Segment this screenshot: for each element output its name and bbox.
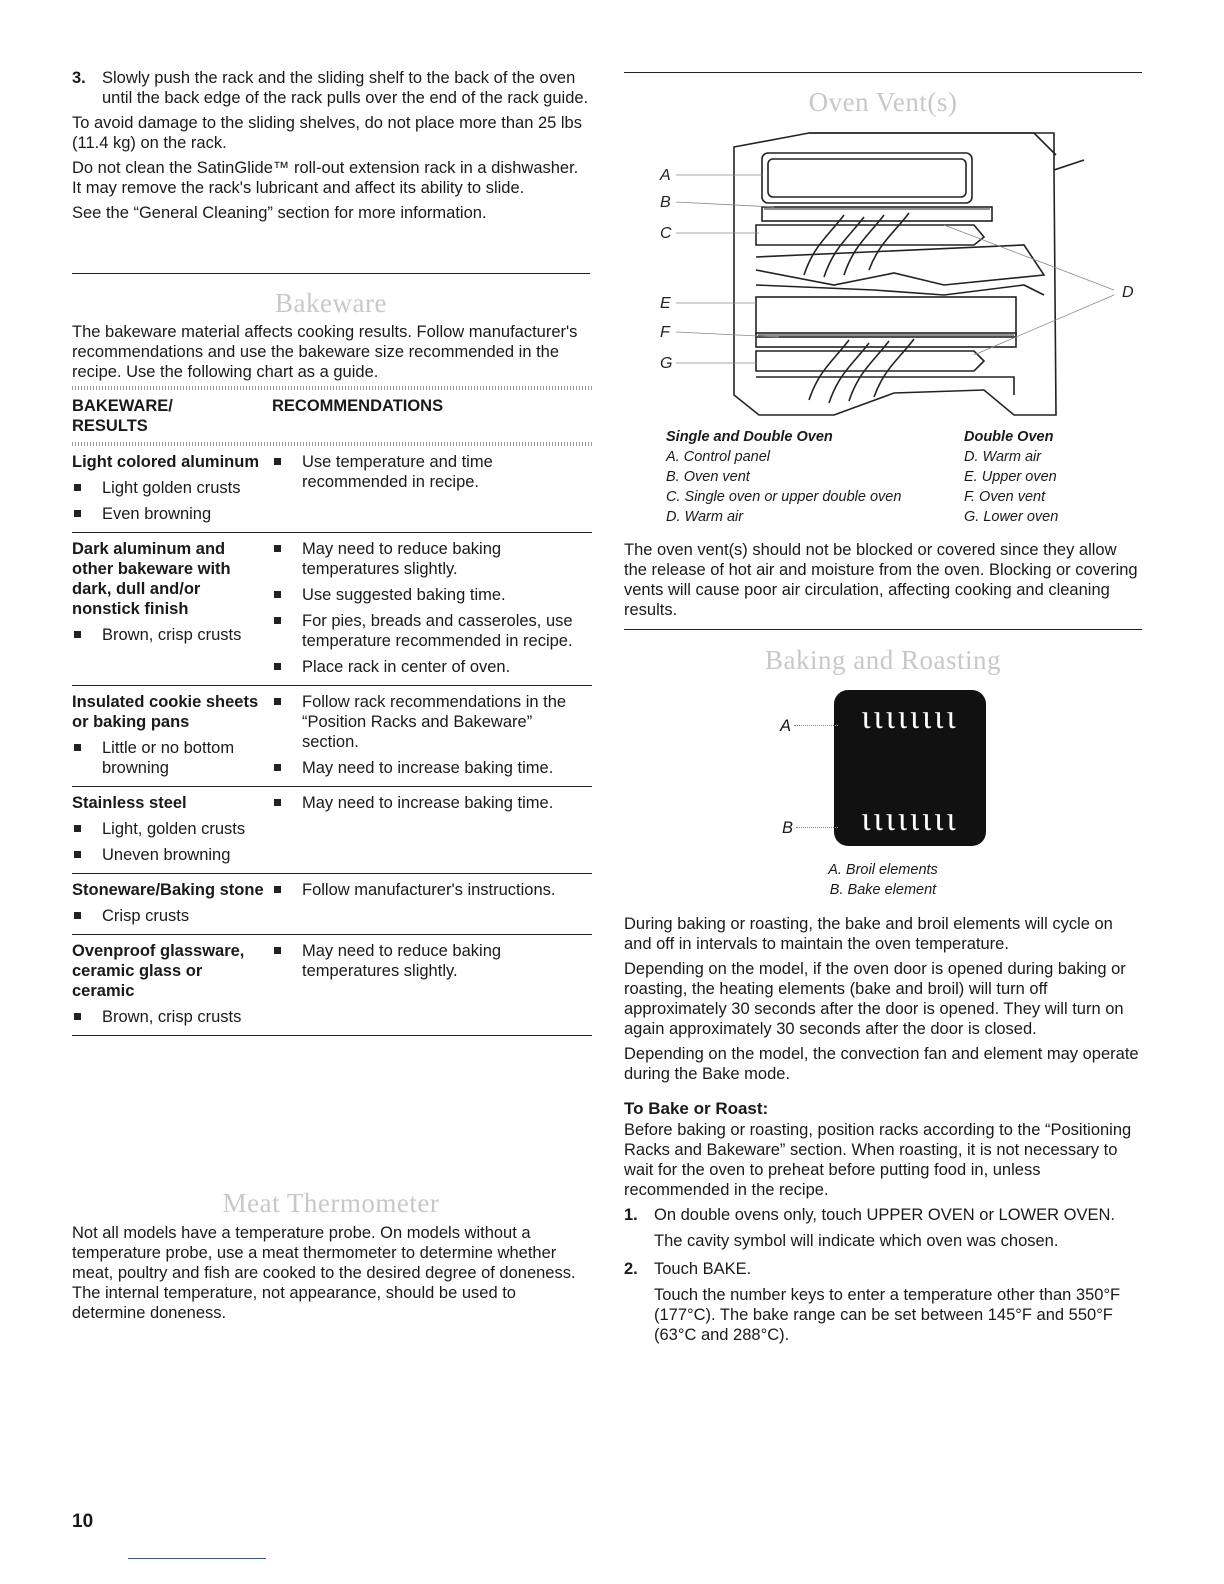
bakeware-intro: The bakeware material affects cooking results. Follow manufacturer's recommendations and use the bakeware size recommended in the recipe. Use the following chart as a guide. (72, 323, 578, 381)
recommendation-item: Follow manufacturer's instructions. (272, 880, 592, 900)
paragraph: During baking or roasting, the bake and broil elements will cycle on and off in intervals to maintain the oven temperature. (624, 915, 1113, 953)
table-header-bakeware: BAKEWARE/ RESULTS (72, 397, 173, 435)
paragraph: See the “General Cleaning” section for more information. (72, 204, 487, 222)
result-item: Uneven browning (72, 845, 264, 865)
caption-item: G. Lower oven (964, 509, 1059, 525)
bakeware-name: Insulated cookie sheets or baking pans (72, 693, 259, 731)
recommendation-item: Use temperature and time recommended in recipe. (272, 452, 592, 492)
paragraph: Depending on the model, if the oven door is opened during baking or roasting, the heating elements (bake and broil) will turn off approximately 30 seconds after the door is opened. They will turn on again approximately 30 seconds after the door is closed. (624, 960, 1126, 1038)
step-text: On double ovens only, touch UPPER OVEN or LOWER OVEN. (654, 1206, 1115, 1224)
label-g: G (660, 355, 673, 372)
paragraph: Before baking or roasting, position racks according to the “Positioning Racks and Bakeware” section. When roasting, it is not necessary to wait for the oven to preheat before putting food in, unless recommended in the recipe. (624, 1121, 1132, 1199)
caption-item: F. Oven vent (964, 489, 1046, 505)
label-a: A (660, 167, 671, 184)
caption-double (964, 427, 1134, 527)
table-row (72, 533, 592, 686)
table-row (72, 787, 592, 874)
recommendation-item: May need to reduce baking temperatures slightly. (272, 539, 592, 579)
recommendation-item: May need to increase baking time. (272, 758, 592, 778)
step-2 (624, 1259, 1142, 1345)
result-item: Brown, crisp crusts (72, 625, 264, 645)
section-divider (624, 629, 1142, 630)
bakeware-name: Stainless steel (72, 794, 187, 812)
label-a: A (780, 717, 792, 735)
recommendation-item: For pies, breads and casseroles, use temperature recommended in recipe. (272, 611, 592, 651)
label-e: E (660, 295, 671, 312)
table-row (72, 874, 592, 935)
result-item: Brown, crisp crusts (72, 1007, 264, 1027)
caption-item: A. Broil elements (828, 862, 938, 878)
result-item: Light golden crusts (72, 478, 264, 498)
caption-item: D. Warm air (964, 449, 1042, 465)
oven-cavity-illustration (834, 690, 986, 846)
step-3 (72, 68, 590, 108)
step-number: 3. (72, 69, 86, 87)
caption-item: B. Bake element (829, 882, 937, 898)
section-divider (624, 72, 1142, 73)
recommendation-item: Follow rack recommendations in the “Position Racks and Bakeware” section. (272, 692, 592, 752)
bakeware-name: Stoneware/Baking stone (72, 881, 264, 899)
page-number: 10 (72, 1511, 94, 1532)
step-text: Slowly push the rack and the sliding shelf to the back of the oven until the back edge of the rack pulls over the end of the rack guide. (102, 69, 589, 107)
label-d: D (1122, 284, 1134, 301)
recommendation-item: Place rack in center of oven. (272, 657, 592, 677)
footer-line (128, 1558, 266, 1559)
to-bake-subhead: To Bake or Roast: (624, 1099, 769, 1118)
baking-roasting-title: Baking and Roasting (765, 645, 1001, 675)
paragraph: To avoid damage to the sliding shelves, do not place more than 25 lbs (11.4 kg) on the rack. (72, 114, 582, 152)
section-divider (72, 273, 590, 274)
caption-single-double (666, 427, 966, 527)
step-text: Touch BAKE. (654, 1260, 752, 1278)
step-1 (624, 1205, 1142, 1251)
bakeware-name: Ovenproof glassware, ceramic glass or ceramic (72, 942, 245, 1000)
paragraph: Do not clean the SatinGlide™ roll-out extension rack in a dishwasher. It may remove the rack's lubricant and affect its ability to slide. (72, 159, 579, 197)
bakeware-name: Light colored aluminum (72, 453, 260, 471)
label-b: B (660, 194, 671, 211)
paragraph: Depending on the model, the convection fan and element may operate during the Bake mode. (624, 1045, 1139, 1083)
step-subtext: The cavity symbol will indicate which oven was chosen. (654, 1232, 1059, 1250)
oven-vents-diagram (644, 125, 1144, 425)
label-b: B (782, 819, 794, 837)
caption-item: C. Single oven or upper double oven (666, 489, 902, 505)
step-number: 2. (624, 1260, 638, 1278)
step-number: 1. (624, 1206, 638, 1224)
leader-line (794, 725, 838, 726)
bakeware-title: Bakeware (275, 288, 387, 318)
caption-item: D. Warm air (666, 509, 744, 525)
step-subtext: Touch the number keys to enter a temperature other than 350°F (177°C). The bake range can be set between 145°F and 550°F (63°C and 288°C). (654, 1286, 1121, 1344)
caption-item: E. Upper oven (964, 469, 1057, 485)
recommendation-item: May need to increase baking time. (272, 793, 592, 813)
result-item: Little or no bottom browning (72, 738, 264, 778)
recommendation-item: May need to reduce baking temperatures slightly. (272, 941, 592, 981)
bake-element-glyphs: ɩɩɩɩɩɩɩɩ (861, 801, 959, 838)
caption-head: Single and Double Oven (666, 429, 833, 445)
elements-caption (624, 860, 1142, 900)
caption-head: Double Oven (964, 429, 1054, 445)
label-f: F (660, 324, 670, 341)
bakeware-name: Dark aluminum and other bakeware with dark, dull and/or nonstick finish (72, 540, 231, 618)
recommendation-item: Use suggested baking time. (272, 585, 592, 605)
meat-thermometer-text: Not all models have a temperature probe. On models without a temperature probe, use a meat thermometer to determine whether meat, poultry and fish are cooked to the desired degree of doneness. The internal temperature, not appearance, should be used to determine doneness. (72, 1224, 576, 1322)
result-item: Even browning (72, 504, 264, 524)
meat-thermometer-title: Meat Thermometer (222, 1188, 440, 1218)
caption-item: B. Oven vent (666, 469, 750, 485)
table-header-recommendations: RECOMMENDATIONS (272, 397, 444, 415)
caption-item: A. Control panel (666, 449, 770, 465)
bakeware-table (72, 386, 592, 1036)
table-row (72, 686, 592, 787)
oven-vents-title: Oven Vent(s) (808, 87, 958, 117)
result-item: Light, golden crusts (72, 819, 264, 839)
table-row (72, 935, 592, 1036)
broil-element-glyphs: ɩɩɩɩɩɩɩɩ (861, 699, 959, 736)
label-c: C (660, 225, 672, 242)
vents-text: The oven vent(s) should not be blocked or covered since they allow the release of hot air and moisture from the oven. Blocking or covering vents will cause poor air circulation, affecting cooking and cleaning results. (624, 541, 1138, 619)
leader-line (796, 827, 838, 828)
result-item: Crisp crusts (72, 906, 264, 926)
table-row (72, 446, 592, 533)
